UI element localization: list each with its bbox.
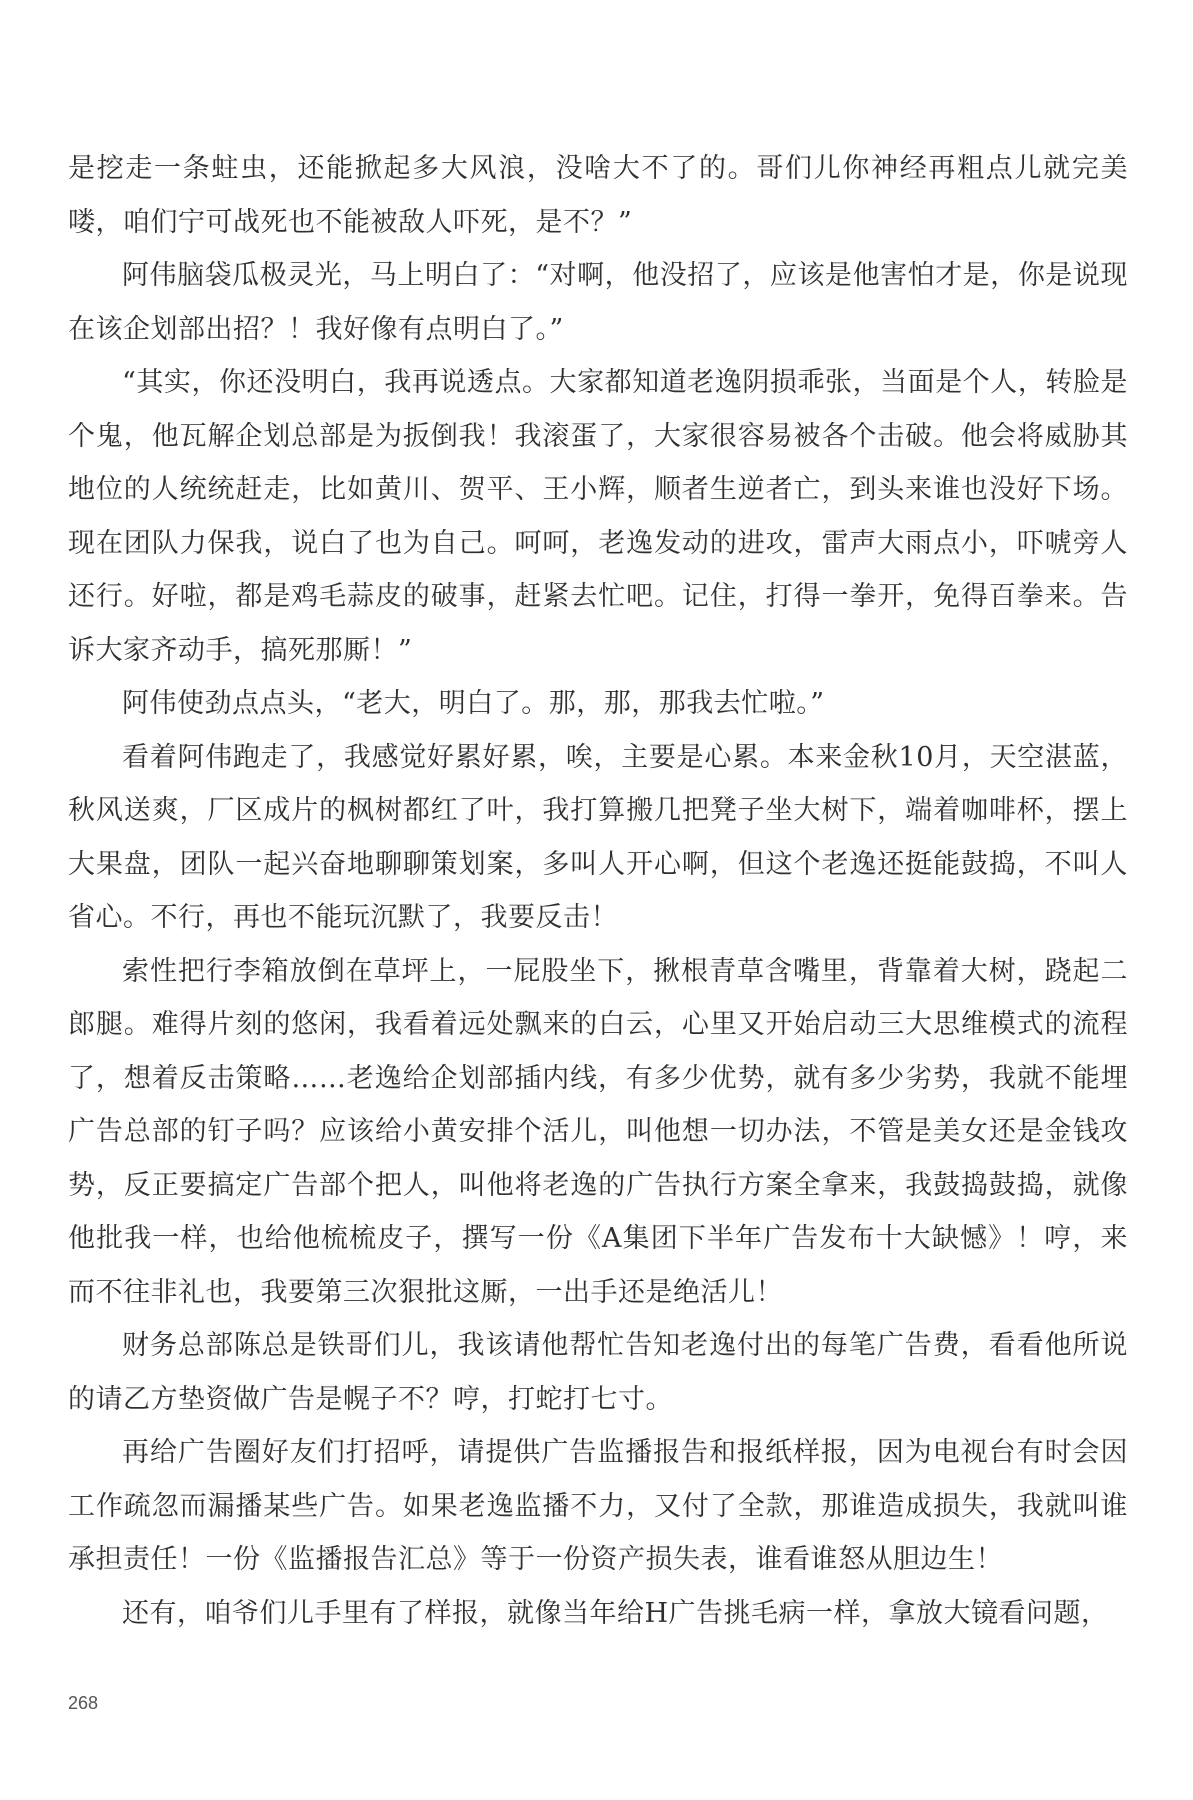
paragraph-9: 还有，咱爷们儿手里有了样报，就像当年给H广告挑毛病一样，拿放大镜看问题， [122,1597,1109,1629]
page-number: 268 [68,1693,99,1713]
paragraph-4: 阿伟使劲点点头，“老大，明白了。那，那，那我去忙啦。” [122,688,825,719]
paragraph-3: “其实，你还没明白，我再说透点。大家都知道老逸阴损乖张，当面是个人，转脸是个鬼，他瓦解企划总部是为扳倒我！我滚蛋了，大家很容易被各个击破。他会将威胁其地位的人统统赶走，比如黄川、贺平、王小辉，顺者生逆者亡，到头来谁也没好下场。现在团队力保我，说白了也为自己。呵呵，老逸发动的进攻，雷声大雨点小，吓唬旁人还行。好啦，都是鸡毛蒜皮的破事，赶紧去忙吧。记住，打得一拳开，免得百拳来。告诉大家齐动手，搞死那厮！” [68,367,1128,666]
paragraph-5: 看着阿伟跑走了，我感觉好累好累，唉，主要是心累。本来金秋10月，天空湛蓝，秋风送爽，厂区成片的枫树都红了叶，我打算搬几把凳子坐大树下，端着咖啡杯，摆上大果盘，团队一起兴奋地聊聊策划案，多叫人开心啊，但这个老逸还挺能鼓捣，不叫人省心。不行，再也不能玩沉默了，我要反击！ [68,741,1128,933]
page-body [68,142,1128,1640]
paragraph-7: 财务总部陈总是铁哥们儿，我该请他帮忙告知老逸付出的每笔广告费，看看他所说的请乙方垫资做广告是幌子不？哼，打蛇打七寸。 [68,1330,1128,1415]
paragraph-6: 索性把行李箱放倒在草坪上，一屁股坐下，揪根青草含嘴里，背靠着大树，跷起二郎腿。难得片刻的悠闲，我看着远处飘来的白云，心里又开始启动三大思维模式的流程了，想着反击策略……老逸给企划部插内线，有多少优势，就有多少劣势，我就不能埋广告总部的钉子吗？应该给小黄安排个活儿，叫他想一切办法，不管是美女还是金钱攻势，反正要搞定广告部个把人，叫他将老逸的广告执行方案全拿来，我鼓捣鼓捣，就像他批我一样，也给他梳梳皮子，撰写一份《A集团下半年广告发布十大缺憾》！哼，来而不往非礼也，我要第三次狠批这厮，一出手还是绝活儿！ [68,955,1128,1308]
paragraph-8: 再给广告圈好友们打招呼，请提供广告监播报告和报纸样报，因为电视台有时会因工作疏忽而漏播某些广告。如果老逸监播不力，又付了全款，那谁造成损失，我就叫谁承担责任！一份《监播报告汇总》等于一份资产损失表，谁看谁怒从胆边生！ [68,1437,1128,1575]
paragraph-2: 阿伟脑袋瓜极灵光，马上明白了：“对啊，他没招了，应该是他害怕才是，你是说现在该企划部出招？！我好像有点明白了。” [68,260,1128,345]
paragraph-1: 是挖走一条蛀虫，还能掀起多大风浪，没啥大不了的。哥们儿你神经再粗点儿就完美喽，咱们宁可战死也不能被敌人吓死，是不？” [68,153,1128,238]
